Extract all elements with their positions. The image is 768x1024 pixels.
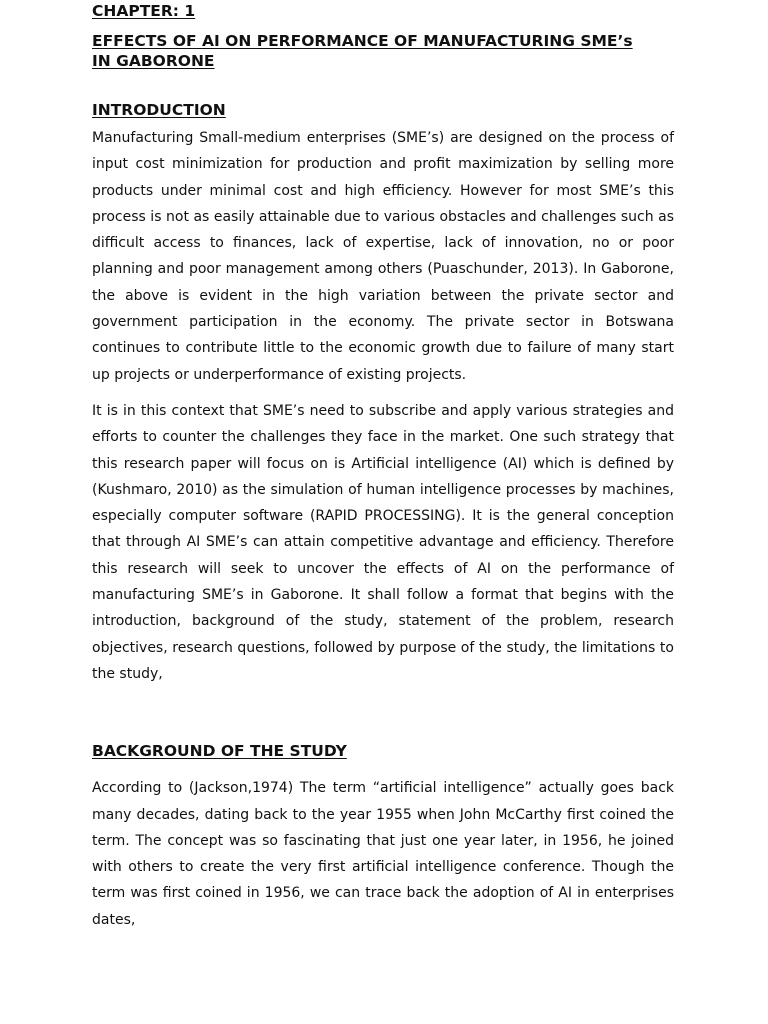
introduction-paragraph-1: Manufacturing Small-medium enterprises (SME’s) are designed on the process of input cost minimization for production and profit maximization by selling more products under minimal cost and high efficiency. However for most SME’s this process is not as easily attainable due to various obstacles and challenges such as difficult access to finances, lack of expertise, lack of innovation, no or poor planning and poor management among others (Puaschunder, 2013). In Gaborone, the above is evident in the high variation between the private sector and government participation in the economy. The private sector in Botswana continues to contribute little to the economic growth due to failure of many start up projects or underperformance of existing projects. [92,130,674,383]
chapter-heading: CHAPTER: 1 [92,2,196,20]
document-title: EFFECTS OF AI ON PERFORMANCE OF MANUFACTURING SME’s IN GABORONE [92,32,633,70]
background-paragraph-1: According to (Jackson,1974) The term “artificial intelligence” actually goes back many decades, dating back to the year 1955 when John McCarthy first coined the term. The concept was so fascinating that just one year later, in 1956, he joined with others to create the very first artificial intelligence conference. Though the term was first coined in 1956, we can trace back the adoption of AI in enterprises dates, [92,780,674,928]
section-heading-background: BACKGROUND OF THE STUDY [92,742,347,761]
section-heading-introduction: INTRODUCTION [92,101,226,119]
introduction-paragraph-2: It is in this context that SME’s need to subscribe and apply various strategies and efforts to counter the challenges they face in the market. One such strategy that this research paper will focus on is Artificial intelligence (AI) which is defined by (Kushmaro, 2010) as the simulation of human intelligence processes by machines, especially computer software (RAPID PROCESSING). It is the general conception that through AI SME’s can attain competitive advantage and efficiency. Therefore this research will seek to uncover the effects of AI on the performance of manufacturing SME’s in Gaborone. It shall follow a format that begins with the introduction, background of the study, statement of the problem, research objectives, research questions, followed by purpose of the study, the limitations to the study, [92,402,674,682]
document-page [92,0,674,933]
